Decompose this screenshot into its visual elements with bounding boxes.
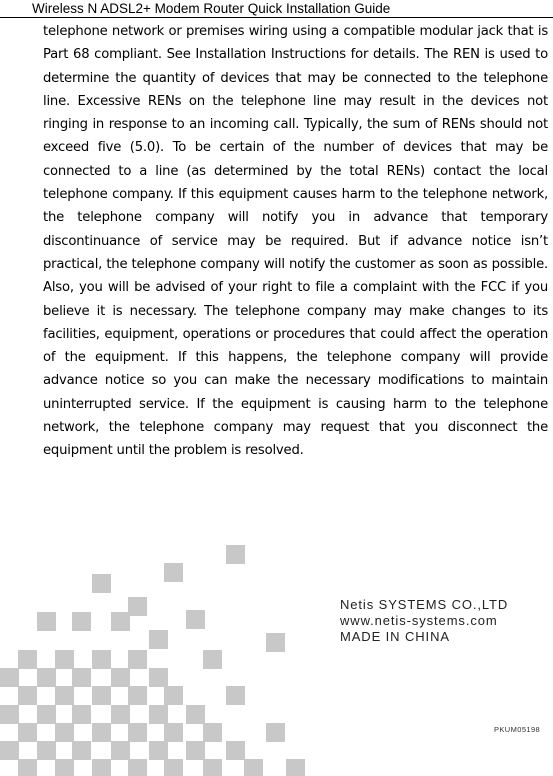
decor-square xyxy=(55,650,74,669)
decor-square xyxy=(266,633,285,652)
decor-square xyxy=(149,630,168,649)
decor-square xyxy=(37,612,56,631)
decor-square xyxy=(203,723,222,742)
decor-square xyxy=(72,741,91,760)
decor-square xyxy=(128,597,147,616)
country-of-origin: MADE IN CHINA xyxy=(340,629,450,644)
decor-square xyxy=(111,668,130,687)
decor-square xyxy=(0,705,19,724)
document-code: PKUM05198 xyxy=(494,725,541,734)
decor-square xyxy=(92,650,111,669)
decor-square xyxy=(37,705,56,724)
decor-square xyxy=(186,741,205,760)
decor-square xyxy=(37,741,56,760)
decor-square xyxy=(18,759,37,776)
decor-square xyxy=(55,686,74,705)
decor-square xyxy=(111,612,130,631)
decor-square xyxy=(164,759,183,776)
decor-square xyxy=(37,668,56,687)
decor-square xyxy=(0,668,19,687)
decor-square xyxy=(149,741,168,760)
company-name: Netis SYSTEMS CO.,LTD xyxy=(340,597,509,612)
decor-square xyxy=(226,741,245,760)
decor-square xyxy=(18,723,37,742)
page-header-title: Wireless N ADSL2+ Modem Router Quick Installation Guide xyxy=(32,1,391,16)
decor-square xyxy=(149,705,168,724)
decor-square xyxy=(55,723,74,742)
decor-square xyxy=(92,574,111,593)
decor-square xyxy=(203,650,222,669)
company-info xyxy=(340,597,508,645)
decor-square xyxy=(186,610,205,629)
decor-square xyxy=(128,759,147,776)
decor-square xyxy=(128,723,147,742)
decor-square xyxy=(18,650,37,669)
decor-square xyxy=(244,759,263,776)
decor-square xyxy=(0,741,19,760)
body-paragraph: telephone network or premises wiring using a compatible modular jack that is Part 68 compliant. See Installation Instructions for details. The REN is used to determine the quantity of devices that may be connected to the telephone line. Excessive RENs on the telephone line may result in the devices not ringing in response to an incoming call. Typically, the sum of RENs should not exceed five (5.0). To be certain of the number of devices that may be connected to a line (as determined by the total RENs) contact the local telephone company. If this equipment causes harm to the telephone network, the telephone company will notify you in advance that temporary discontinuance of service may be required. But if advance notice isn’t practical, the telephone company will notify the customer as soon as possible. Also, you will be advised of your right to file a complaint with the FCC if you believe it is necessary. The telephone company may make changes to its facilities, equipment, operations or procedures that could affect the operation of the equipment. If this happens, the telephone company will provide advance notice so you can make the necessary modifications to maintain uninterrupted service. If the equipment is causing harm to the telephone network, the telephone company may request that you disconnect the equipment until the problem is resolved. xyxy=(43,24,548,459)
decor-square xyxy=(18,686,37,705)
decor-square xyxy=(164,723,183,742)
decor-square xyxy=(149,668,168,687)
decor-square xyxy=(111,705,130,724)
decor-square xyxy=(186,705,205,724)
decor-square xyxy=(55,759,74,776)
decor-square xyxy=(226,545,245,564)
header-rule xyxy=(0,17,553,18)
company-website: www.netis-systems.com xyxy=(340,613,498,628)
decor-square xyxy=(72,612,91,631)
decor-square xyxy=(128,686,147,705)
decor-square xyxy=(164,563,183,582)
decor-square xyxy=(266,723,285,742)
decor-square xyxy=(72,705,91,724)
decor-square xyxy=(92,759,111,776)
decor-square xyxy=(203,759,222,776)
decor-square xyxy=(111,741,130,760)
decor-square xyxy=(226,686,245,705)
decor-square xyxy=(164,686,183,705)
decor-square xyxy=(72,668,91,687)
decor-square xyxy=(92,723,111,742)
decor-square xyxy=(92,686,111,705)
decor-square xyxy=(286,759,305,776)
decor-square xyxy=(128,650,147,669)
